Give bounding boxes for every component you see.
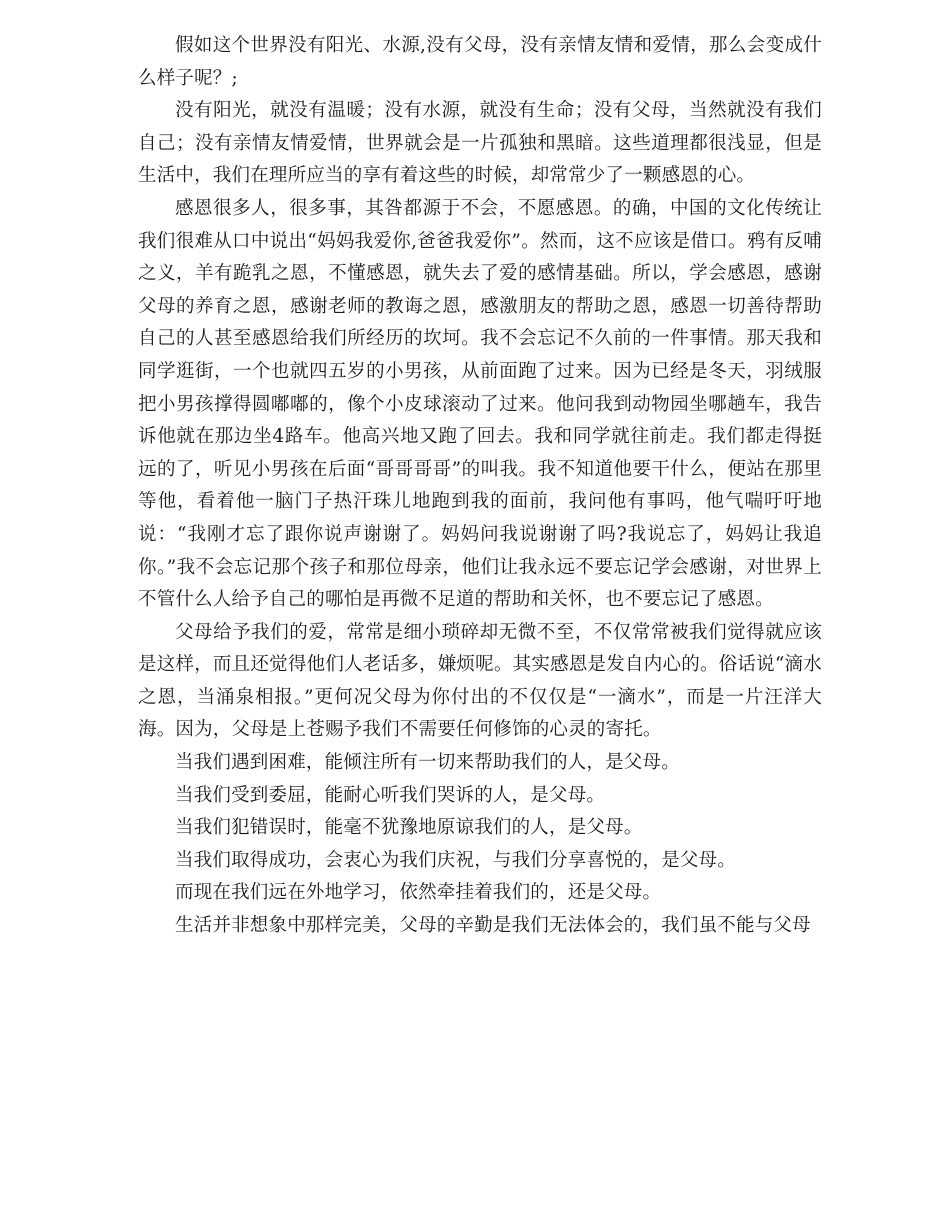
paragraph: 当我们遇到困难，能倾注所有一切来帮助我们的人，是父母。 (175, 752, 680, 774)
paragraph: 感恩很多人，很多事，其咎都源于不会，不愿感恩。的确，中国的文化传统让我们很难从口中说出“妈妈我爱你,爸爸我爱你”。然而，这不应该是借口。鸦有反哺之义，羊有跪乳之恩，不懂感恩，就失去了爱的感情基础。所以，学会感恩，感谢父母的养育之恩，感谢老师的教诲之恩，感激朋友的帮助之恩，感恩一切善待帮助自己的人甚至感恩给我们所经历的坎坷。我不会忘记不久前的一件事情。那天我和同学逛街，一个也就四五岁的小男孩，从前面跑了过来。因为已经是冬天，羽绒服把小男孩撑得圆嘟嘟的，像个小皮球滚动了过来。他问我到动物园坐哪趟车，我告诉他就在那边坐4路车。他高兴地又跑了回去。我和同学就往前走。我们都走得挺远的了，听见小男孩在后面“哥哥哥哥”的叫我。我不知道他要干什么，便站在那里等他，看着他一脑门子热汗珠儿地跑到我的面前，我问他有事吗，他气喘吁吁地说：“我刚才忘了跟你说声谢谢了。妈妈问我说谢谢了吗?我说忘了，妈妈让我追你。”我不会忘记那个孩子和那位母亲，他们让我永远不要忘记学会感谢，对世界上不管什么人给予自己的哪怕是再微不足道的帮助和关怀，也不要忘记了感恩。 (138, 197, 822, 611)
paragraph: 父母给予我们的爱，常常是细小琐碎却无微不至，不仅常常被我们觉得就应该是这样，而且还觉得他们人老话多，嫌烦呢。其实感恩是发自内心的。俗话说“滴水之恩，当涌泉相报。”更何况父母为你付出的不仅仅是“一滴水”，而是一片汪洋大海。因为，父母是上苍赐予我们不需要任何修饰的心灵的寄托。 (138, 621, 822, 741)
paragraph: 生活并非想象中那样完美，父母的辛勤是我们无法体会的，我们虽不能与父母 (175, 915, 811, 937)
paragraph: 假如这个世界没有阳光、水源,没有父母，没有亲情友情和爱情，那么会变成什么样子呢？; (138, 35, 822, 89)
document-page (138, 30, 822, 943)
paragraph: 而现在我们远在外地学习，依然牵挂着我们的，还是父母。 (175, 882, 662, 904)
paragraph: 当我们受到委屈，能耐心听我们哭诉的人，是父母。 (175, 784, 606, 806)
paragraph: 当我们取得成功，会衷心为我们庆祝，与我们分享喜悦的，是父母。 (175, 849, 737, 871)
paragraph: 没有阳光，就没有温暖；没有水源，就没有生命；没有父母，当然就没有我们自己；没有亲情友情爱情，世界就会是一片孤独和黑暗。这些道理都很浅显，但是生活中，我们在理所应当的享有着这些的时候，却常常少了一颗感恩的心。 (138, 100, 822, 187)
paragraph: 当我们犯错误时，能毫不犹豫地原谅我们的人，是父母。 (175, 817, 643, 839)
